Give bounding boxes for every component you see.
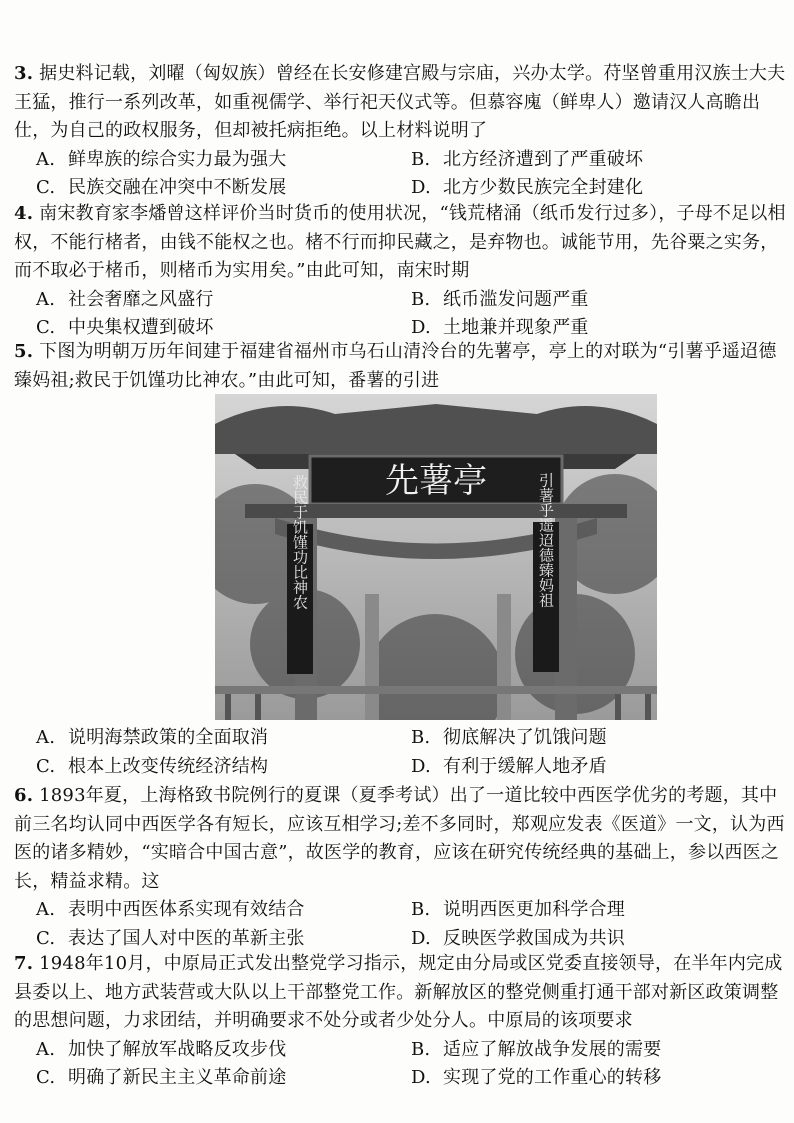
option-letter: B. [411,288,431,310]
question-stem [14,950,786,1036]
option-letter: C. [36,177,56,198]
option-b[interactable] [411,896,786,925]
option-c[interactable] [36,1064,411,1093]
option-letter: C. [36,317,56,338]
option-d[interactable] [411,174,786,203]
question-6 [14,782,786,953]
question-text: 下图为明朝万历年间建于福建省福州市乌石山清泠台的先薯亭，亭上的对联为“引薯乎遥迢德臻妈祖;救民于饥馑功比神农。”由此可知，番薯的引进 [14,341,777,391]
option-letter: A. [36,1038,56,1060]
option-a[interactable] [36,286,411,315]
option-a[interactable] [36,724,411,753]
question-text: 1948年10月，中原局正式发出整党学习指示，规定由分局或区党委直接领导，在半年内完成县委以上、地方武装营或大队以上干部整党工作。新解放区的整党侧重打通干部对新区政策调整的思想问题，力求团结，并明确要求不处分或者少处分人。中原局的该项要求 [14,953,783,1031]
option-text: 有利于缓解人地矛盾 [443,755,607,777]
option-a[interactable] [36,146,411,175]
option-text: 根本上改变传统经济结构 [68,755,269,777]
option-b[interactable] [411,724,786,753]
option-letter: B. [411,1038,431,1060]
question-number: 6. [14,785,34,806]
option-text: 适应了解放战争发展的需要 [443,1038,662,1060]
option-d[interactable] [411,925,786,954]
option-text: 彻底解决了饥饿问题 [443,727,607,748]
option-b[interactable] [411,286,786,315]
question-5-options [14,724,786,781]
option-text: 说明海禁政策的全面取消 [68,727,269,748]
question-number: 4. [14,203,34,224]
option-letter: D. [411,317,431,338]
option-text: 土地兼并现象严重 [443,317,589,338]
option-letter: D. [411,927,431,949]
option-text: 社会奢靡之风盛行 [68,288,214,310]
option-text: 北方经济遭到了严重破坏 [443,148,644,170]
question-number: 3. [14,63,34,84]
couplet-left-text: 救民于饥馑功比神农 [291,474,309,610]
options [14,146,786,203]
question-text: 南宋教育家李燔曾这样评价当时货币的使用状况，“钱荒楮涌（纸币发行过多），子母不足以相权，不能行楮者，由钱不能权之也。楮不行而抑民藏之，是弃物也。诚能节用，先谷粟之实务，而不取必于楮币，则楮币为实用矣。”由此可知，南宋时期 [14,203,786,281]
option-text: 表达了国人对中医的革新主张 [68,927,305,949]
option-text: 中央集权遭到破坏 [68,317,214,338]
options [14,286,786,343]
option-b[interactable] [411,146,786,175]
option-c[interactable] [36,174,411,203]
question-number: 7. [14,953,34,974]
option-letter: C. [36,755,56,777]
question-4 [14,200,786,343]
option-d[interactable] [411,753,786,782]
option-d[interactable] [411,1064,786,1093]
option-text: 鲜卑族的综合实力最为强大 [68,148,287,170]
option-letter: D. [411,177,431,198]
question-text: 据史料记载，刘曜（匈奴族）曾经在长安修建宫殿与宗庙，兴办太学。苻坚曾重用汉族士大夫王猛，推行一系列改革，如重视儒学、举行祀天仪式等。但慕容廆（鲜卑人）邀请汉人高瞻出仕，为自己的政权服务，但却被托病拒绝。以上材料说明了 [14,63,786,141]
option-letter: A. [36,288,56,310]
options [14,724,786,781]
plaque-text: 先薯亭 [385,461,487,501]
option-letter: C. [36,927,56,949]
option-letter: D. [411,755,431,777]
option-b[interactable] [411,1036,786,1065]
question-5 [14,338,786,395]
question-stem [14,60,786,146]
option-letter: B. [411,899,431,920]
option-text: 明确了新民主主义革命前途 [68,1067,287,1088]
question-stem [14,782,786,896]
option-letter: C. [36,1067,56,1088]
option-a[interactable] [36,896,411,925]
option-letter: B. [411,727,431,748]
question-number: 5. [14,341,34,362]
option-text: 纸币滥发问题严重 [443,288,589,310]
question-stem [14,338,786,395]
option-letter: A. [36,148,56,170]
option-letter: D. [411,1067,431,1088]
pavilion-photo [215,394,657,720]
couplet-right-text: 引薯乎遥迢德臻妈祖 [537,472,555,608]
option-text: 民族交融在冲突中不断发展 [68,177,287,198]
option-a[interactable] [36,1036,411,1065]
roof [215,404,657,454]
option-text: 表明中西医体系实现有效结合 [68,899,305,920]
option-text: 实现了党的工作重心的转移 [443,1067,662,1088]
option-text: 北方少数民族完全封建化 [443,177,644,198]
question-3 [14,60,786,203]
option-text: 加快了解放军战略反攻步伐 [68,1038,287,1060]
question-text: 1893年夏，上海格致书院例行的夏课（夏季考试）出了一道比较中西医学优劣的考题，其中前三名均认同中西医学各有短长，应该互相学习;差不多同时，郑观应发表《医道》一文，认为西医的诸多精妙，“实暗合中国古意”，故医学的教育，应该在研究传统经典的基础上，参以西医之长，精益求精。这 [14,785,785,892]
option-letter: A. [36,727,56,748]
option-letter: A. [36,899,56,920]
options [14,1036,786,1093]
question-7 [14,950,786,1093]
option-text: 反映医学救国成为共识 [443,927,625,949]
question-stem [14,200,786,286]
option-letter: B. [411,148,431,170]
options [14,896,786,953]
option-c[interactable] [36,753,411,782]
option-text: 说明西医更加科学合理 [443,899,625,920]
option-c[interactable] [36,925,411,954]
